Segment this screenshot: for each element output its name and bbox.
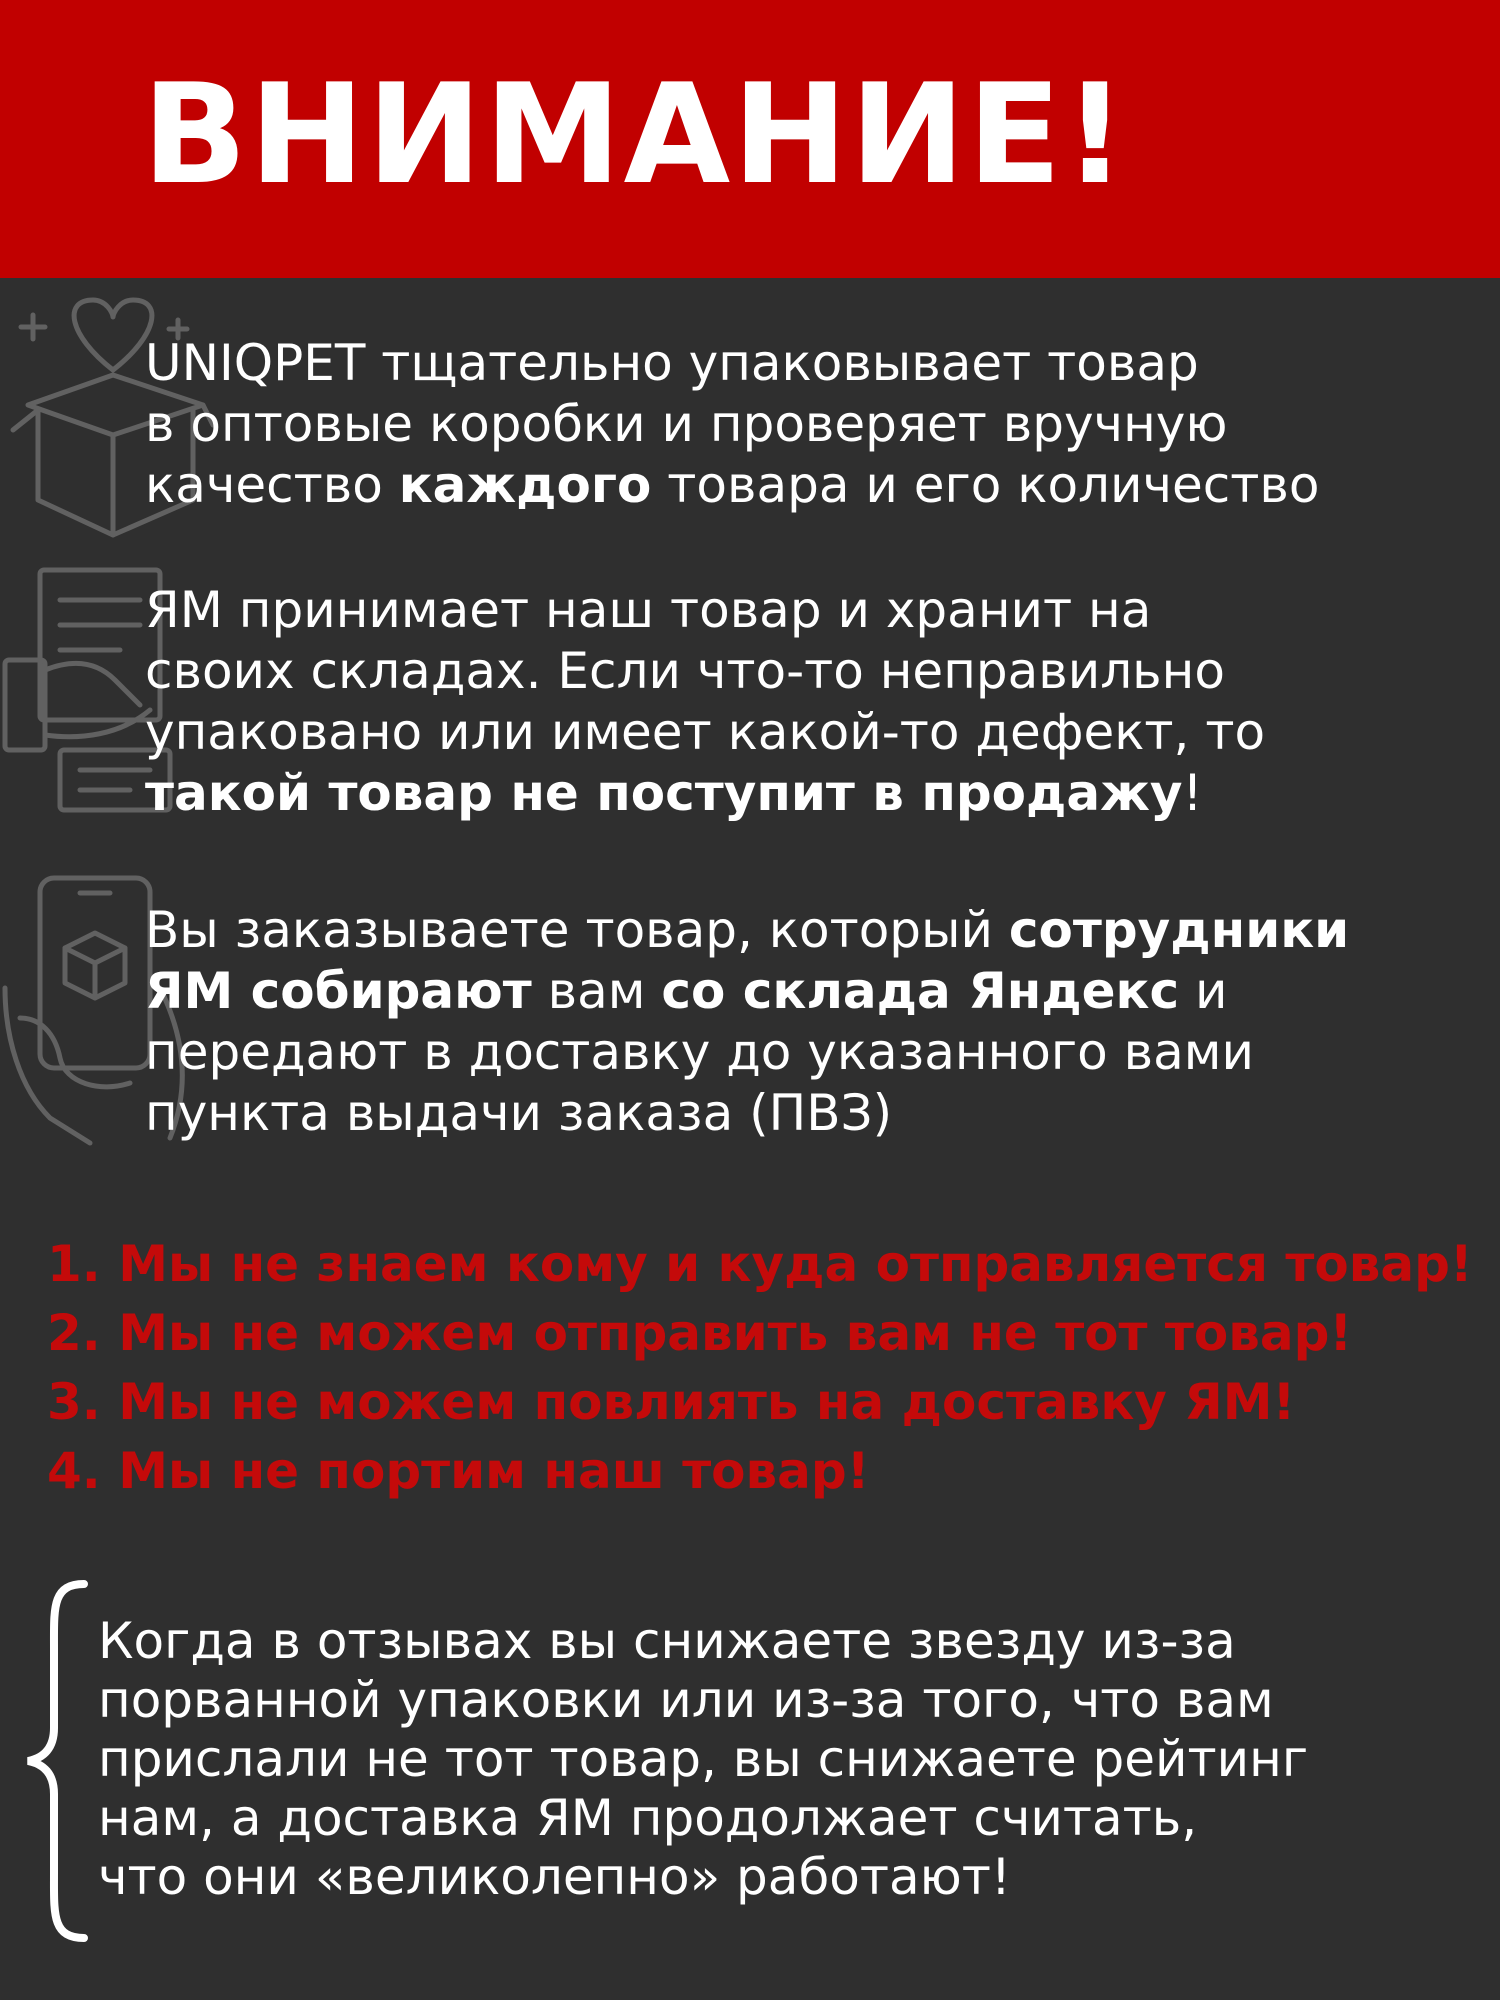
text-span: товара и его количество [651,456,1320,514]
text-span: Вы заказываете товар, который [145,901,1009,959]
text-line: порванной упаковки или из-за того, что вам [98,1671,1274,1729]
packaging-paragraph [145,333,1485,516]
text-line: что они «великолепно» работают! [98,1848,1011,1906]
rating-note [98,1612,1488,1907]
fact-item: 4. Мы не портим наш товар! [47,1442,870,1500]
header-banner [0,0,1500,278]
text-line [145,455,1485,516]
text-line: Когда в отзывах вы снижаете звезду из-за [98,1612,1236,1670]
text-line [145,763,1485,824]
text-span: и [1179,962,1228,1020]
order-paragraph [145,900,1485,1144]
fact-item: 1. Мы не знаем кому и куда отправляется товар! [47,1235,1473,1293]
text-span: вам [531,962,662,1020]
bold-span: ЯМ собирают [145,962,532,1020]
text-line: в оптовые коробки и проверяет вручную [145,395,1228,453]
text-line: упаковано или имеет какой-то дефект, то [145,703,1266,761]
bold-span: такой товар не поступит в продажу [145,764,1183,822]
text-line: UNIQPET тщательно упаковывает товар [145,334,1199,392]
text-line: своих складах. Если что-то неправильно [145,642,1225,700]
page-title: ВНИМАНИЕ! [142,54,1129,215]
curly-brace-icon [22,1578,92,1944]
text-line: нам, а доставка ЯМ продолжает считать, [98,1789,1198,1847]
text-line: прислали не тот товар, вы снижаете рейтинг [98,1730,1309,1788]
text-line: передают в доставку до указанного вами [145,1023,1254,1081]
warehouse-paragraph [145,580,1485,824]
text-line [145,900,1485,961]
bold-span: сотрудники [1008,901,1350,959]
text-line: пункта выдачи заказа (ПВЗ) [145,1084,893,1142]
fact-item: 2. Мы не можем отправить вам не тот товар! [47,1304,1353,1362]
bold-span: каждого [398,456,652,514]
facts-list [47,1230,1487,1506]
text-line: ЯМ принимает наш товар и хранит на [145,581,1152,639]
text-span: качество [145,456,399,514]
fact-item: 3. Мы не можем повлиять на доставку ЯМ! [47,1373,1296,1431]
text-span: ! [1182,764,1203,822]
text-line [145,961,1485,1022]
bold-span: со склада Яндекс [661,962,1180,1020]
